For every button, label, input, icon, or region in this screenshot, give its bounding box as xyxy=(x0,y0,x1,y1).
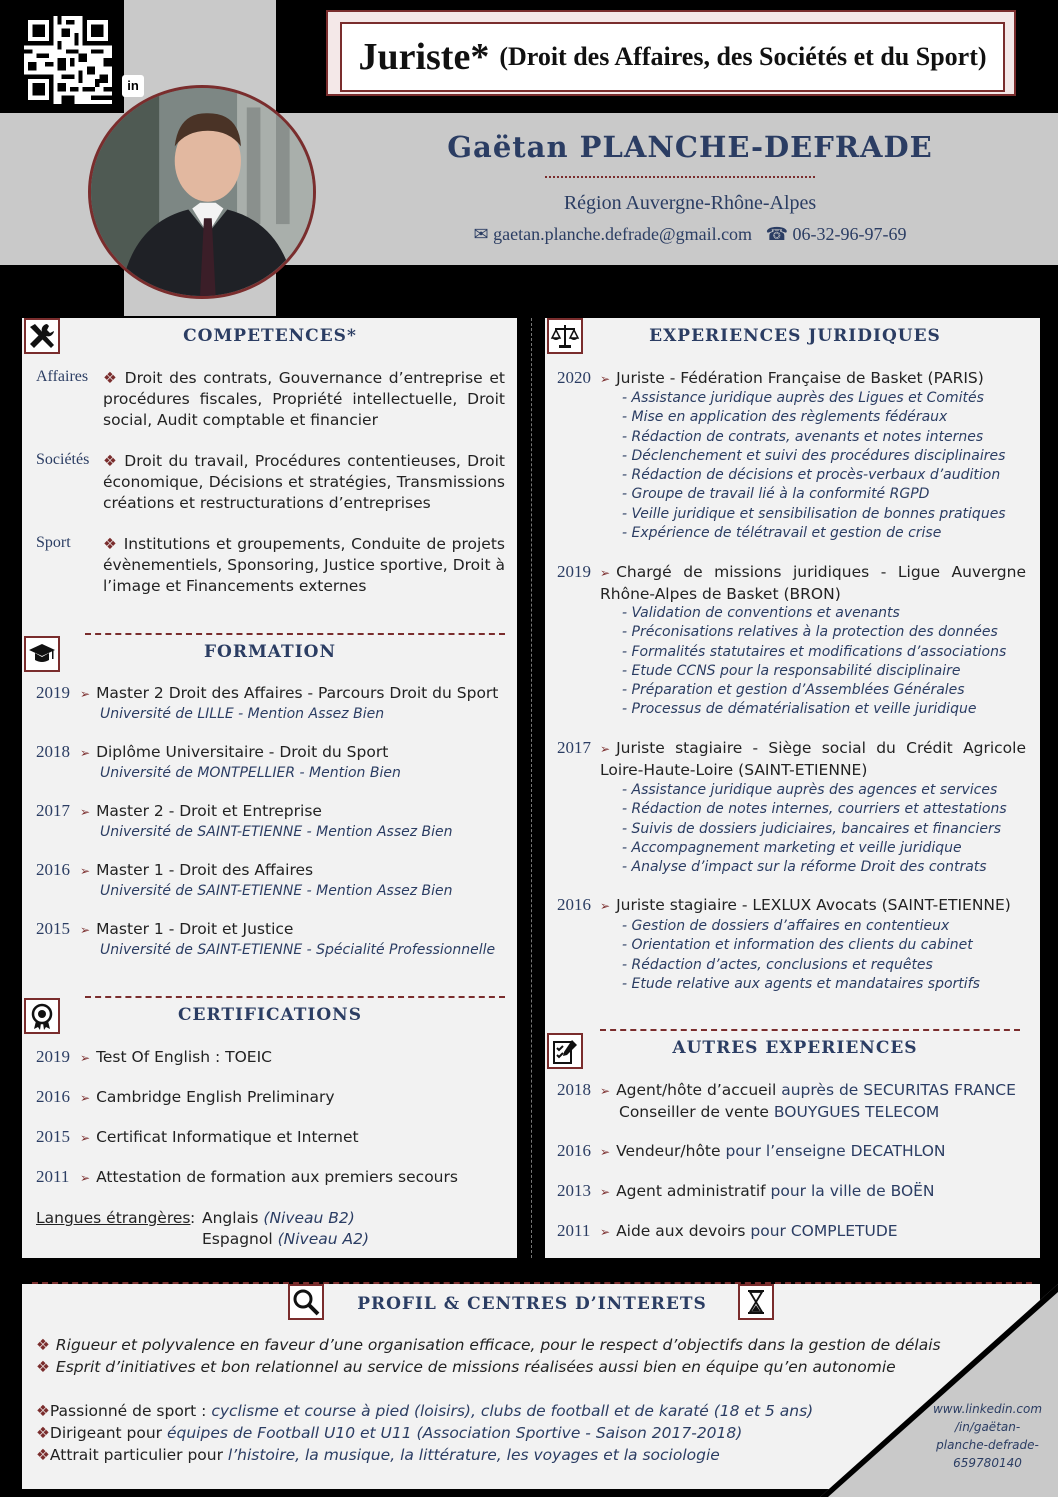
certification-name: ➢ Cambridge English Preliminary xyxy=(80,1088,335,1106)
column-divider xyxy=(531,318,532,1258)
formation-detail: Université de LILLE - Mention Assez Bien xyxy=(100,706,385,722)
experience-tasks xyxy=(622,917,1032,994)
interest-line: ❖Dirigeant pour équipes de Football U10 et U11 (Association Sportive - Saison 2017-2018) xyxy=(36,1424,743,1442)
email-icon: ✉ xyxy=(473,224,489,244)
experience-task: - Veille juridique et sensibilisation de bonnes pratiques xyxy=(622,505,1006,522)
experience-task: - Préparation et gestion d’Assemblées Générales xyxy=(622,682,965,699)
formation-year: 2019 xyxy=(36,683,70,702)
experience-task: - Orientation et information des clients du cabinet xyxy=(622,937,973,954)
page-title xyxy=(340,22,1005,92)
formation-degree: ➢ Master 2 - Droit et Entreprise xyxy=(80,802,322,820)
profil-title: PROFIL & CENTRES D’INTERETS xyxy=(357,1294,707,1314)
title-main: Juriste* xyxy=(358,36,490,78)
experience-task: - Rédaction de décisions et procès-verbaux d’audition xyxy=(622,467,1001,484)
phone-number[interactable]: 06-32-96-97-69 xyxy=(792,224,907,244)
section-divider xyxy=(85,633,505,635)
experience-task: - Etude relative aux agents et mandataires sportifs xyxy=(622,975,980,992)
scales-of-justice-icon xyxy=(547,318,583,354)
formation-degree: ➢ Diplôme Universitaire - Droit du Sport xyxy=(80,743,389,761)
formation-title: FORMATION xyxy=(203,642,337,662)
experience-task: - Validation de conventions et avenants xyxy=(622,605,900,621)
autre-year: 2013 xyxy=(557,1181,591,1200)
experience-task: - Groupe de travail lié à la conformité RGPD xyxy=(622,486,930,503)
experience-year: 2019 xyxy=(557,562,591,581)
formation-year: 2015 xyxy=(36,919,70,938)
linkedin-icon[interactable]: in xyxy=(122,75,144,97)
linkedin-url-line: planche-defrade- xyxy=(936,1438,1039,1452)
checklist-pen-icon xyxy=(547,1033,583,1069)
linkedin-url-line: /in/gaëtan- xyxy=(954,1420,1021,1434)
competences-title: COMPETENCES* xyxy=(183,326,357,346)
experience-task: - Déclenchement et suivi des procédures disciplinaires xyxy=(622,447,1006,464)
experience-task: - Processus de dématérialisation et veille juridique xyxy=(622,701,977,718)
competence-label: Sport xyxy=(36,534,71,551)
experience-task: - Préconisations relatives à la protection des données xyxy=(622,624,998,641)
experience-title: ➢ Juriste stagiaire - Siège social du Crédit Agricole Loire-Haute-Loire (SAINT-ETIENNE) xyxy=(600,739,1026,779)
email-link[interactable]: gaetan.planche.defrade@gmail.com xyxy=(493,224,753,244)
formation-degree: ➢ Master 1 - Droit et Justice xyxy=(80,920,294,938)
qr-code-icon xyxy=(24,16,112,104)
experience-tasks xyxy=(622,604,1032,720)
experience-year: 2016 xyxy=(557,895,591,914)
autre-experience: Conseiller de vente BOUYGUES TELECOM xyxy=(619,1103,940,1121)
region: Région Auvergne-Rhône-Alpes xyxy=(563,192,817,214)
competence-text: ❖ Institutions et groupements, Conduite de projets évènementiels, Sponsoring, Justice sportive, Droit à l’image et Financements externes xyxy=(103,535,505,595)
graduation-cap-icon xyxy=(24,636,60,672)
tools-icon xyxy=(24,318,60,354)
autres-title: AUTRES EXPERIENCES xyxy=(672,1038,918,1058)
phone-icon: ☎ xyxy=(765,224,788,244)
name-divider xyxy=(545,176,815,178)
experience-task: - Assistance juridique auprès des agences et services xyxy=(622,782,998,798)
autre-experience: ➢ Aide aux devoirs pour COMPLETUDE xyxy=(600,1222,898,1240)
experience-tasks xyxy=(622,781,1032,877)
autre-year: 2016 xyxy=(557,1141,591,1160)
linkedin-url[interactable] xyxy=(925,1400,1050,1472)
formation-year: 2018 xyxy=(36,742,70,761)
hourglass-icon xyxy=(738,1284,774,1320)
experience-title: ➢ Juriste stagiaire - LEXLUX Avocats (SAINT-ETIENNE) xyxy=(600,896,1011,914)
linkedin-url-line: 659780140 xyxy=(953,1456,1022,1470)
certification-year: 2019 xyxy=(36,1047,70,1066)
languages-colon: : xyxy=(190,1209,196,1227)
section-divider xyxy=(600,1029,1020,1031)
autre-year: 2018 xyxy=(557,1080,591,1099)
magnifier-icon xyxy=(288,1284,324,1320)
formation-degree: ➢ Master 1 - Droit des Affaires xyxy=(80,861,314,879)
experience-task: - Assistance juridique auprès des Ligues et Comités xyxy=(622,390,984,406)
autre-experience: ➢ Agent/hôte d’accueil auprès de SECURITAS FRANCE xyxy=(600,1081,1016,1099)
experience-title: ➢ Chargé de missions juridiques - Ligue Auvergne Rhône-Alpes de Basket (BRON) xyxy=(600,563,1026,603)
certificate-seal-icon xyxy=(24,998,60,1034)
languages-label: Langues étrangères xyxy=(36,1209,191,1227)
profile-photo xyxy=(88,85,316,299)
title-subtitle: (Droit des Affaires, des Sociétés et du Sport) xyxy=(499,42,987,71)
certification-name: ➢ Test Of English : TOEIC xyxy=(80,1048,272,1066)
experience-task: - Etude CCNS pour la responsabilité disciplinaire xyxy=(622,662,961,679)
language-2: Espagnol (Niveau A2) xyxy=(202,1230,370,1248)
formation-detail: Université de SAINT-ETIENNE - Mention Assez Bien xyxy=(100,824,453,840)
certification-year: 2011 xyxy=(36,1167,70,1186)
profil-line: ❖ Esprit d’initiatives et bon relationnel au service de missions réalisées aussi bien en équipe qu’en autonomie xyxy=(36,1358,896,1376)
certification-name: ➢ Attestation de formation aux premiers secours xyxy=(80,1168,458,1186)
formation-detail: Université de SAINT-ETIENNE - Spécialité Professionnelle xyxy=(100,942,496,958)
experience-task: - Mise en application des règlements fédéraux xyxy=(622,409,948,426)
experiences-title: EXPERIENCES JURIDIQUES xyxy=(649,326,941,346)
certification-year: 2016 xyxy=(36,1087,70,1106)
experience-title: ➢ Juriste - Fédération Française de Basket (PARIS) xyxy=(600,369,984,387)
certification-year: 2015 xyxy=(36,1127,70,1146)
contact-line xyxy=(380,224,1000,245)
formation-degree: ➢ Master 2 Droit des Affaires - Parcours Droit du Sport xyxy=(80,684,499,702)
experience-task: - Rédaction d’actes, conclusions et requêtes xyxy=(622,956,933,973)
profil-line: ❖ Rigueur et polyvalence en faveur d’une organisation efficace, pour le respect d’objectifs dans la gestion de délais xyxy=(36,1336,941,1354)
section-divider xyxy=(85,996,505,998)
linkedin-url-line: www.linkedin.com xyxy=(932,1402,1043,1416)
experience-task: - Rédaction de notes internes, courriers et attestations xyxy=(622,801,1007,818)
experience-task: - Rédaction de contrats, avenants et notes internes xyxy=(622,428,984,445)
person-name: Gaëtan PLANCHE-DEFRADE xyxy=(447,130,933,164)
competence-text: ❖ Droit du travail, Procédures contentieuses, Droit économique, Décisions et stratégies, Transmissions créations et restructurations d’entreprises xyxy=(103,452,505,512)
competence-text: ❖ Droit des contrats, Gouvernance d’entreprise et procédures fiscales, Propriété intellectuelle, Droit social, Audit comptable et financier xyxy=(103,369,505,429)
certifications-title: CERTIFICATIONS xyxy=(178,1005,362,1025)
formation-detail: Université de SAINT-ETIENNE - Mention Assez Bien xyxy=(100,883,453,899)
experience-year: 2020 xyxy=(557,368,591,387)
experience-year: 2017 xyxy=(557,738,591,757)
autre-experience: ➢ Agent administratif pour la ville de BOËN xyxy=(600,1182,935,1200)
interest-line: ❖Passionné de sport : cyclisme et course à pied (loisirs), clubs de football et de karaté (18 et 5 ans) xyxy=(36,1402,814,1420)
competence-label: Affaires xyxy=(36,368,89,385)
interest-line: ❖Attrait particulier pour l’histoire, la musique, la littérature, les voyages et la sociologie xyxy=(36,1446,720,1464)
language-1: Anglais (Niveau B2) xyxy=(202,1209,355,1227)
autre-year: 2011 xyxy=(557,1221,591,1240)
experience-task: - Gestion de dossiers d’affaires en contentieux xyxy=(622,918,950,934)
autre-experience: ➢ Vendeur/hôte pour l’enseigne DECATHLON xyxy=(600,1142,946,1160)
experience-task: - Suivis de dossiers judiciaires, bancaires et financiers xyxy=(622,820,1002,837)
formation-year: 2016 xyxy=(36,860,70,879)
competence-label: Sociétés xyxy=(36,451,90,468)
experience-task: - Expérience de télétravail et gestion de crise xyxy=(622,525,942,542)
experience-task: - Analyse d’impact sur la réforme Droit des contrats xyxy=(622,859,987,876)
formation-detail: Université de MONTPELLIER - Mention Bien xyxy=(100,765,401,781)
experience-task: - Formalités statutaires et modifications d’associations xyxy=(622,643,1007,660)
experience-task: - Accompagnement marketing et veille juridique xyxy=(622,839,962,856)
certification-name: ➢ Certificat Informatique et Internet xyxy=(80,1128,359,1146)
experience-tasks xyxy=(622,389,1032,543)
formation-year: 2017 xyxy=(36,801,70,820)
